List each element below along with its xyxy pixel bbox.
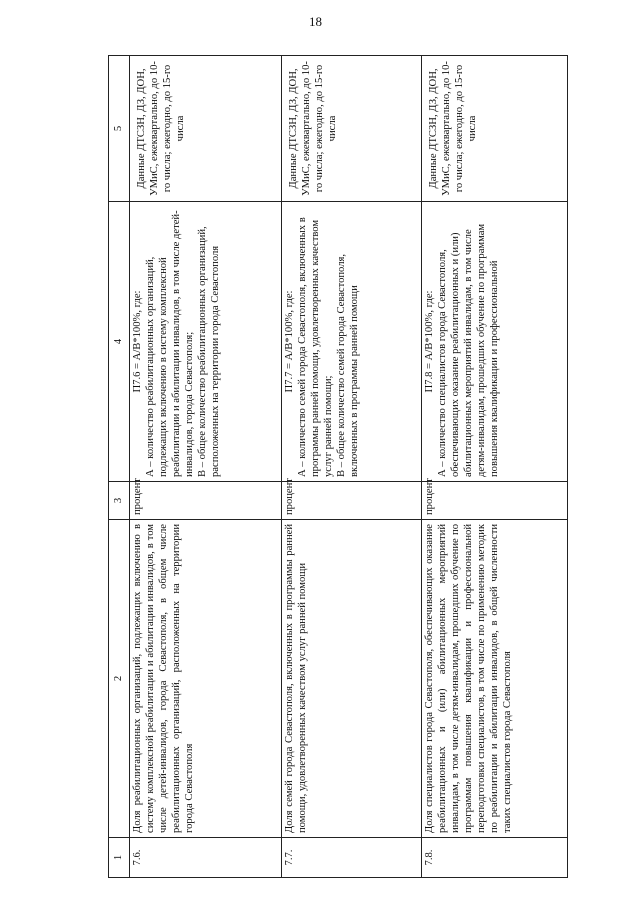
- formula-title: П7.6 = А/В*100%, где:: [132, 290, 143, 393]
- header-row: [109, 56, 130, 878]
- formula: [282, 202, 422, 482]
- header-col-5: 5: [109, 56, 130, 202]
- data-source: Данные ДТСЗН, ДЗ, ДОН, УМиС, ежеквартально, до 10-го числа; ежегодно, до 15-го числа: [130, 56, 282, 202]
- indicator-name: Доля реабилитационных организаций, подлежащих включению в систему комплексной реабилитации и абилитации инвалидов, в том числе детей-инвалидов, города Севастополя, в общем числе реабилитационных организаций, расположенных на территории города Севастополя: [130, 520, 282, 838]
- formula-line: В – общее количество реабилитационных организаций, расположенных на территории города Севастополя: [196, 226, 221, 477]
- header-col-4: 4: [109, 202, 130, 482]
- formula: [422, 202, 568, 482]
- unit: процент: [282, 482, 422, 520]
- header-col-1: 1: [109, 838, 130, 878]
- table-row: [422, 56, 568, 878]
- unit: процент: [130, 482, 282, 520]
- indicators-table: [108, 55, 568, 878]
- formula-line: А – количество реабилитационных организаций, подлежащих включению в систему комплексной реабилитации и абилитации инвалидов, в том числе детей-инвалидов, города Севастополя;: [144, 210, 195, 477]
- header-col-2: 2: [109, 520, 130, 838]
- page-number: 18: [309, 14, 322, 29]
- formula-line: А – количество семей города Севастополя, включенных в программы ранней помощи, удовлетворенных качеством услуг ранней помощи;: [296, 217, 334, 477]
- row-number: 7.6.: [130, 838, 282, 878]
- row-number: 7.8.: [422, 838, 568, 878]
- unit: процент: [422, 482, 568, 520]
- formula-line: В – общее количество семей города Севастополя, включенных в программы ранней помощи: [335, 253, 360, 477]
- rotated-table-container: [108, 56, 568, 878]
- data-source: Данные ДТСЗН, ДЗ, ДОН, УМиС, ежеквартально, до 10-го числа; ежегодно, до 15-го числа: [282, 56, 422, 202]
- header-col-3: 3: [109, 482, 130, 520]
- data-source: Данные ДТСЗН, ДЗ, ДОН, УМиС, ежеквартально, до 10-го числа; ежегодно, до 15-го числа: [422, 56, 568, 202]
- rotated-table: [108, 56, 568, 878]
- formula-line: А – количество специалистов города Севастополя, обеспечивающих оказание реабилитационных и (или) абилитационных мероприятий инвалидам, в том числе детям-инвалидам, прошедших обучение по программам повышения квалификации и профессиональной: [436, 223, 500, 477]
- indicator-name: Доля семей города Севастополя, включенных в программы ранней помощи, удовлетворенных качеством услуг ранней помощи: [282, 520, 422, 838]
- row-number: 7.7.: [282, 838, 422, 878]
- formula-title: П7.8 = А/В*100%, где:: [424, 290, 435, 393]
- formula: [130, 202, 282, 482]
- indicator-name: Доля специалистов города Севастополя, обеспечивающих оказание реабилитационных и (или) абилитационных мероприятий инвалидам, в том числе детям-инвалидам, прошедших обучение по программам повышения квалификации и профессиональной переподготовки специалистов, в том числе по применению методик по реабилитации и абилитации инвалидов, в общей численности таких специалистов города Севастополя: [422, 520, 568, 838]
- formula-title: П7.7 = А/В*100%, где:: [284, 290, 295, 393]
- table-row: [282, 56, 422, 878]
- table-row: [130, 56, 282, 878]
